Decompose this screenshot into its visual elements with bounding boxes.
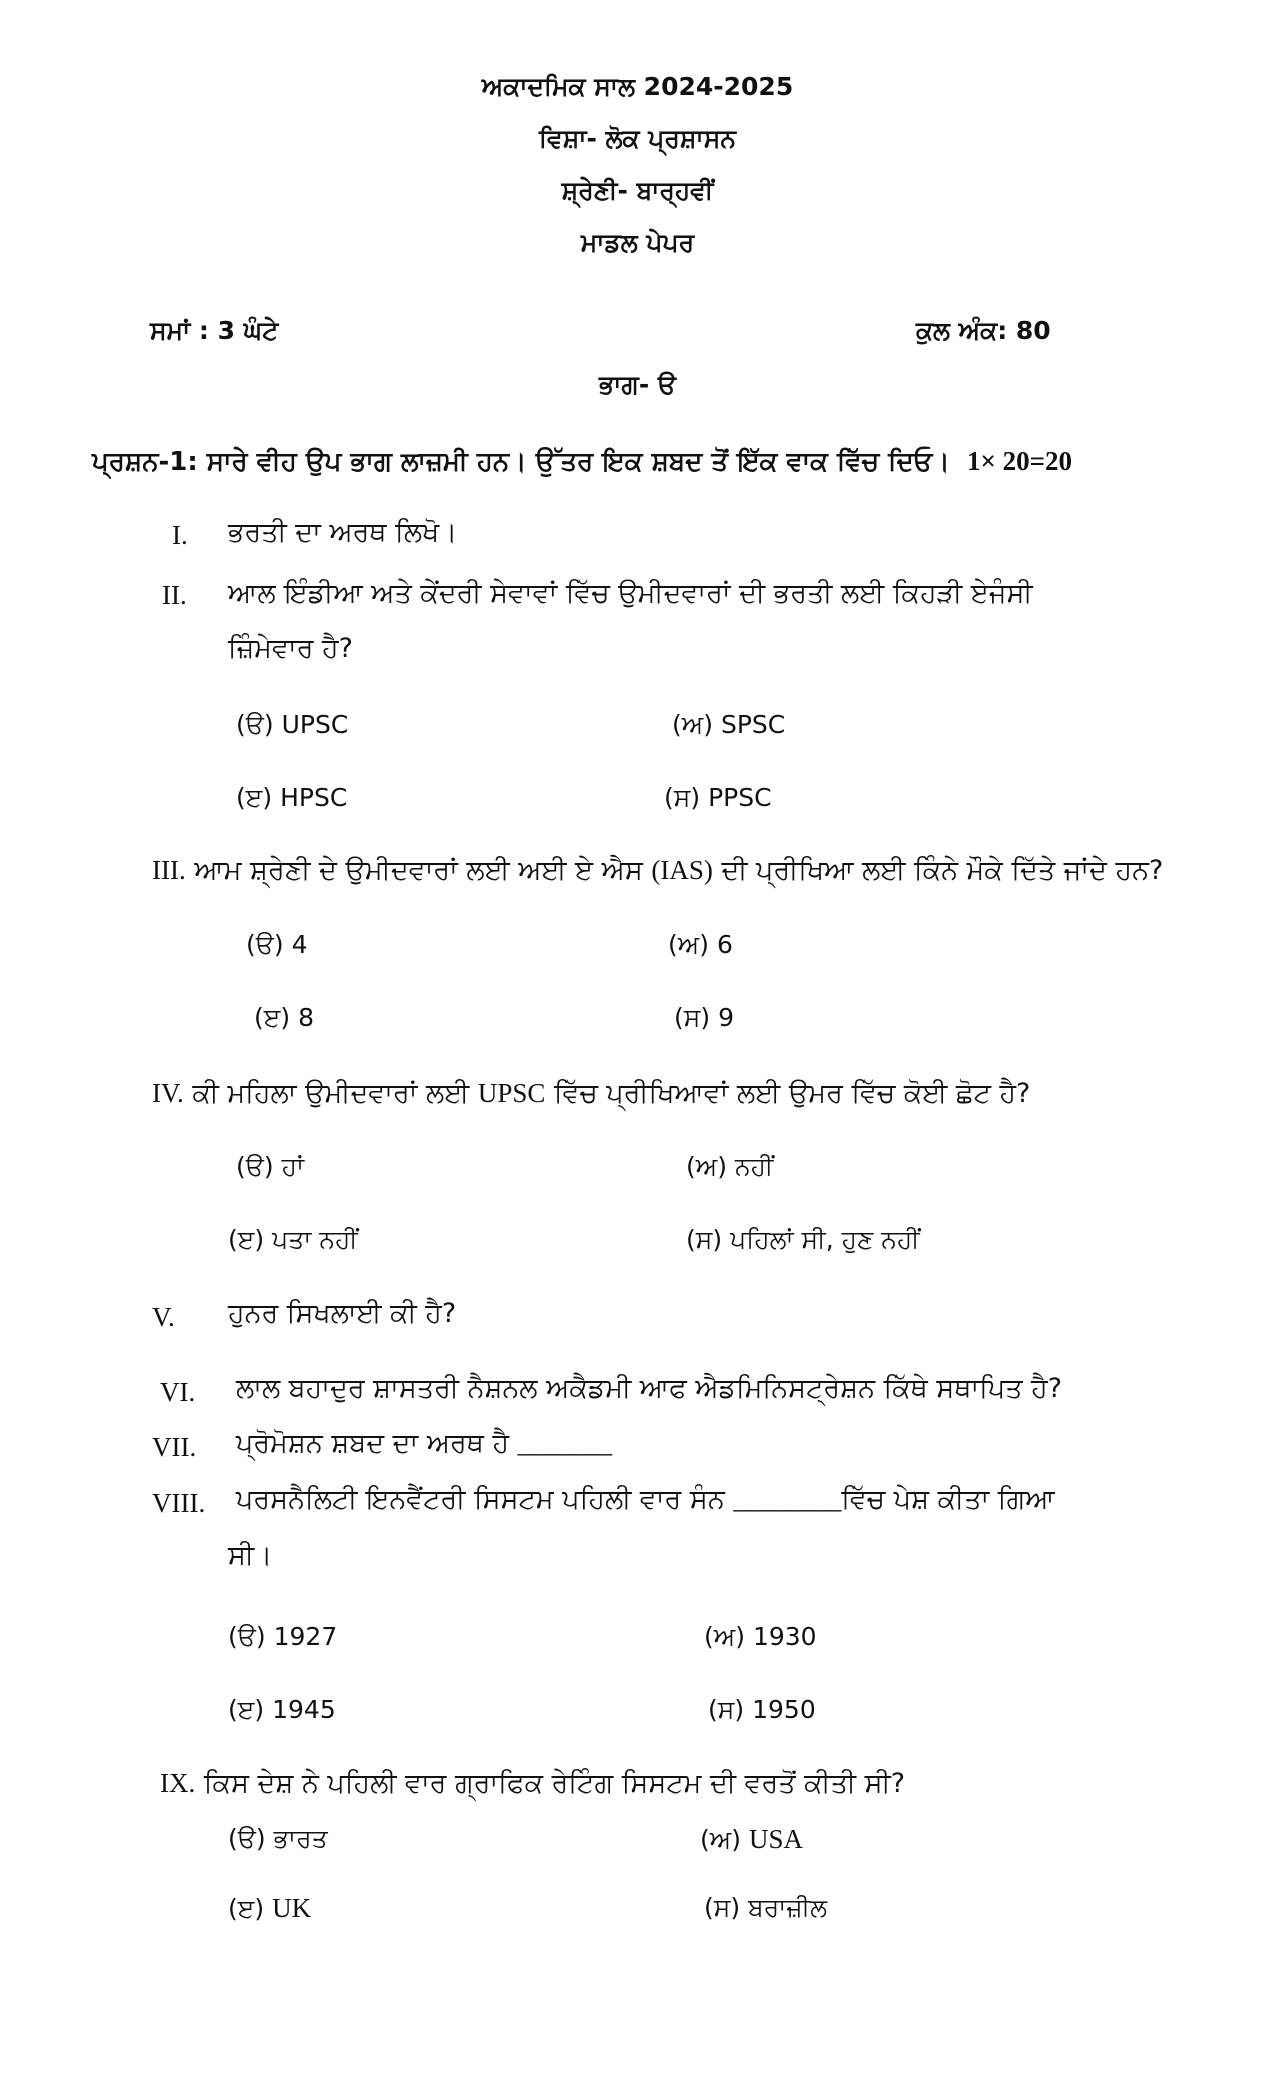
academic-year: ਅਕਾਦਮਿਕ ਸਾਲ 2024-2025: [481, 72, 794, 101]
option-c: [228, 1893, 311, 1924]
question-abbr: (IAS): [651, 855, 713, 885]
option-b: (ਅ) 1930: [704, 1622, 817, 1651]
option-c: (ੲ) 8: [254, 1003, 315, 1032]
instruction-text: ਪ੍ਰਸ਼ਨ-1: ਸਾਰੇ ਵੀਹ ਉਪ ਭਾਗ ਲਾਜ਼ਮੀ ਹਨ। ਉੱਤਰ ਇਕ ਸ਼ਬਦ ਤੋਂ ਇੱਕ ਵਾਕ ਵਿੱਚ ਦਿਓ।: [92, 447, 950, 477]
option-b-value: USA: [748, 1824, 803, 1854]
time-allowed: ਸਮਾਂ : 3 ਘੰਟੇ: [150, 316, 279, 345]
option-d: (ਸ) ਬਰਾਜ਼ੀਲ: [704, 1893, 828, 1922]
question-line: [152, 1078, 1030, 1110]
option-a: (ੳ) UPSC: [236, 710, 349, 739]
question-text-pre: ਆਮ ਸ਼੍ਰੇਣੀ ਦੇ ਉਮੀਦਵਾਰਾਂ ਲਈ ਅਈ ਏ ਐਸ: [194, 855, 652, 886]
option-c: (ੲ) ਪਤਾ ਨਹੀਂ: [228, 1225, 358, 1254]
option-d: (ਸ) ਪਹਿਲਾਂ ਸੀ, ਹੁਣ ਨਹੀਂ: [686, 1225, 920, 1254]
question-number: III.: [152, 855, 186, 885]
question-text-post: ਵਿੱਚ ਪੇਸ਼ ਕੀਤਾ ਗਿਆ: [841, 1484, 1055, 1515]
option-b: [700, 1824, 803, 1855]
question-number: I.: [172, 520, 188, 550]
option-a: (ੳ) ਭਾਰਤ: [228, 1824, 328, 1853]
question-text: ਹੁਨਰ ਸਿਖਲਾਈ ਕੀ ਹੈ?: [228, 1298, 457, 1329]
class-title: ਸ਼੍ਰੇਣੀ- ਬਾਰ੍ਹਵੀਂ: [561, 176, 714, 205]
question-text-pre: ਕੀ ਮਹਿਲਾ ਉਮੀਦਵਾਰਾਂ ਲਈ: [192, 1078, 478, 1109]
question-number: II.: [162, 580, 187, 610]
option-b-label: (ਅ): [700, 1825, 749, 1854]
question-number: IV.: [152, 1078, 184, 1108]
question-text: ਕਿਸ ਦੇਸ਼ ਨੇ ਪਹਿਲੀ ਵਾਰ ਗ੍ਰਾਫਿਕ ਰੇਟਿੰਗ ਸਿਸਟਮ ਦੀ ਵਰਤੋਂ ਕੀਤੀ ਸੀ?: [203, 1768, 906, 1799]
question-text-post: ਦੀ ਪ੍ਰੀਖਿਆ ਲਈ ਕਿੰਨੇ ਮੌਕੇ ਦਿੱਤੇ ਜਾਂਦੇ ਹਨ?: [712, 855, 1164, 886]
question-text: [236, 1484, 1055, 1516]
answer-blank: _______: [517, 1428, 613, 1458]
question-text-post: ਵਿੱਚ ਪ੍ਰੀਖਿਆਵਾਂ ਲਈ ਉਮਰ ਵਿੱਚ ਕੋਈ ਛੋਟ ਹੈ?: [545, 1078, 1031, 1109]
answer-blank: ________: [733, 1484, 842, 1514]
question-abbr: UPSC: [477, 1078, 546, 1108]
question-number: V.: [152, 1302, 175, 1332]
option-c: (ੲ) HPSC: [236, 783, 348, 812]
total-marks: ਕੁਲ ਅੰਕ: 80: [916, 316, 1051, 345]
question-text: ਲਾਲ ਬਹਾਦੁਰ ਸ਼ਾਸਤਰੀ ਨੈਸ਼ਨਲ ਅਕੈਡਮੀ ਆਫ ਐਡਮਿਨਿਸਟ੍ਰੇਸ਼ਨ ਕਿੱਥੇ ਸਥਾਪਿਤ ਹੈ?: [236, 1373, 1063, 1404]
question-text-cont: ਸੀ।: [228, 1540, 273, 1571]
option-c-value: UK: [272, 1893, 312, 1923]
option-d: (ਸ) 1950: [708, 1695, 816, 1724]
question-text-cont: ਜ਼ਿੰਮੇਵਾਰ ਹੈ?: [228, 633, 353, 664]
question-text-main: ਪ੍ਰੋਮੋਸ਼ਨ ਸ਼ਬਦ ਦਾ ਅਰਥ ਹੈ: [236, 1428, 518, 1459]
section-title: ਭਾਗ- ੳ: [598, 370, 677, 399]
question-text: [236, 1428, 612, 1460]
question-number: VI.: [160, 1377, 196, 1407]
option-b: (ਅ) 6: [668, 930, 733, 959]
option-c-label: (ੲ): [228, 1894, 273, 1923]
option-b: (ਅ) ਨਹੀਂ: [686, 1152, 774, 1181]
question-text-pre: ਪਰਸਨੈਲਿਟੀ ਇਨਵੈਂਟਰੀ ਸਿਸਟਮ ਪਹਿਲੀ ਵਾਰ ਸੰਨ: [236, 1484, 734, 1515]
option-d: (ਸ) 9: [674, 1003, 735, 1032]
question-line: [152, 855, 1163, 887]
question-number: IX.: [160, 1768, 196, 1798]
question-line: [160, 1768, 905, 1800]
paper-type: ਮਾਡਲ ਪੇਪਰ: [580, 228, 695, 257]
question-text: ਭਰਤੀ ਦਾ ਅਰਥ ਲਿਖੋ।: [228, 517, 458, 548]
subject-title: ਵਿਸ਼ਾ- ਲੋਕ ਪ੍ਰਸ਼ਾਸਨ: [539, 124, 736, 153]
option-c: (ੲ) 1945: [228, 1695, 336, 1724]
instruction: [92, 446, 1072, 478]
question-number: VII.: [152, 1432, 197, 1462]
option-a: (ੳ) 4: [246, 930, 308, 959]
instruction-marks: 1× 20=20: [966, 446, 1072, 476]
option-a: (ੳ) ਹਾਂ: [236, 1152, 305, 1181]
option-b: (ਅ) SPSC: [672, 710, 786, 739]
question-text: ਆਲ ਇੰਡੀਆ ਅਤੇ ਕੇਂਦਰੀ ਸੇਵਾਵਾਂ ਵਿੱਚ ਉਮੀਦਵਾਰਾਂ ਦੀ ਭਰਤੀ ਲਈ ਕਿਹੜੀ ਏਜੰਸੀ: [228, 578, 1033, 609]
option-d: (ਸ) PPSC: [664, 783, 772, 812]
question-number: VIII.: [152, 1488, 206, 1518]
option-a: (ੳ) 1927: [228, 1622, 338, 1651]
